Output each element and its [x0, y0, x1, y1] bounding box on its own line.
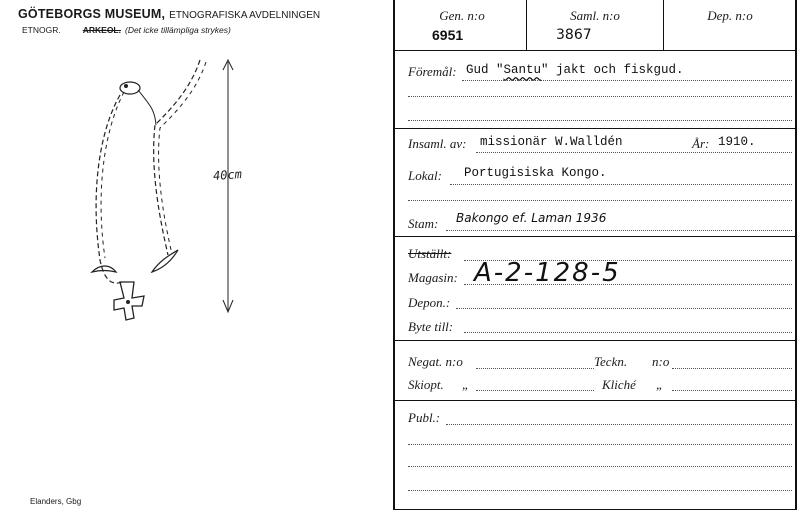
- kliche-label: Kliché: [602, 377, 636, 392]
- saml-value: 3867: [556, 27, 592, 43]
- lokal-value: Portugisiska Kongo.: [464, 166, 607, 180]
- section-rule: [395, 400, 795, 401]
- foremal-value: [466, 63, 684, 77]
- dotted-rule: [476, 390, 594, 391]
- insaml-value: missionär W.Walldén: [480, 135, 623, 149]
- dotted-rule: [464, 332, 792, 333]
- negat-label: Negat. n:o: [408, 354, 463, 369]
- section-line: [22, 25, 231, 35]
- dotted-rule: [464, 284, 792, 285]
- section-etnogr: ETNOGR.: [22, 25, 61, 35]
- stam-value: Bakongo ef. Laman 1936: [456, 211, 607, 225]
- strike-note: (Det icke tillämpliga strykes): [124, 25, 231, 35]
- dotted-rule: [476, 152, 792, 153]
- museum-header: [18, 7, 320, 21]
- utstallt-label: Utställt:: [408, 246, 452, 261]
- ar-value: 1910.: [718, 135, 756, 149]
- magasin-label: Magasin:: [408, 270, 458, 285]
- skiopt-ditto: „: [462, 377, 470, 392]
- gen-label: Gen. n:o: [439, 8, 485, 23]
- dotted-rule: [672, 368, 792, 369]
- stam-label: Stam:: [408, 216, 439, 231]
- dep-label: Dep. n:o: [707, 8, 753, 23]
- saml-label: Saml. n:o: [570, 8, 620, 23]
- publ-label: Publ.:: [408, 410, 441, 425]
- size-annotation: 40cm: [212, 167, 243, 183]
- byte-label: Byte till:: [408, 319, 454, 334]
- header-rule: [395, 50, 795, 51]
- depon-label: Depon.:: [408, 295, 451, 310]
- header-divider-2: [663, 0, 664, 50]
- section-arkeol-struck: ARKEOL.: [82, 25, 121, 35]
- ar-label: År:: [692, 136, 710, 151]
- skiopt-label: Skiopt.: [408, 377, 444, 392]
- department-name: ETNOGRAFISKA AVDELNINGEN: [169, 10, 321, 21]
- foremal-label: Föremål:: [408, 64, 457, 79]
- size-arrow: [218, 58, 238, 318]
- dotted-rule: [408, 96, 792, 97]
- dotted-rule: [446, 230, 792, 231]
- lokal-label: Lokal:: [408, 168, 442, 183]
- dotted-rule: [408, 444, 792, 445]
- dotted-rule: [446, 424, 792, 425]
- section-rule: [395, 236, 795, 237]
- dotted-rule: [408, 120, 792, 121]
- dotted-rule: [408, 490, 792, 491]
- dotted-rule: [672, 390, 792, 391]
- foremal-post: " jakt och fiskgud.: [541, 63, 684, 77]
- dotted-rule: [476, 368, 594, 369]
- dotted-rule: [462, 80, 792, 81]
- gen-value: 6951: [432, 27, 464, 43]
- kliche-ditto: „: [656, 377, 664, 392]
- magasin-value: A-2-128-5: [474, 258, 621, 288]
- insaml-label: Insaml. av:: [408, 136, 467, 151]
- section-rule: [395, 128, 795, 129]
- teckn-no-label: n:o: [652, 354, 670, 369]
- dotted-rule: [456, 308, 792, 309]
- printer-imprint: Elanders, Gbg: [30, 497, 82, 506]
- foremal-pre: Gud ": [466, 63, 504, 77]
- dotted-rule: [408, 200, 792, 201]
- header-divider-1: [526, 0, 527, 50]
- dotted-rule: [408, 466, 792, 467]
- foremal-deity-name: Santu: [503, 63, 542, 77]
- museum-name: GÖTEBORGS MUSEUM,: [18, 7, 166, 21]
- teckn-label: Teckn.: [594, 354, 628, 369]
- dotted-rule: [450, 184, 792, 185]
- section-rule: [395, 340, 795, 341]
